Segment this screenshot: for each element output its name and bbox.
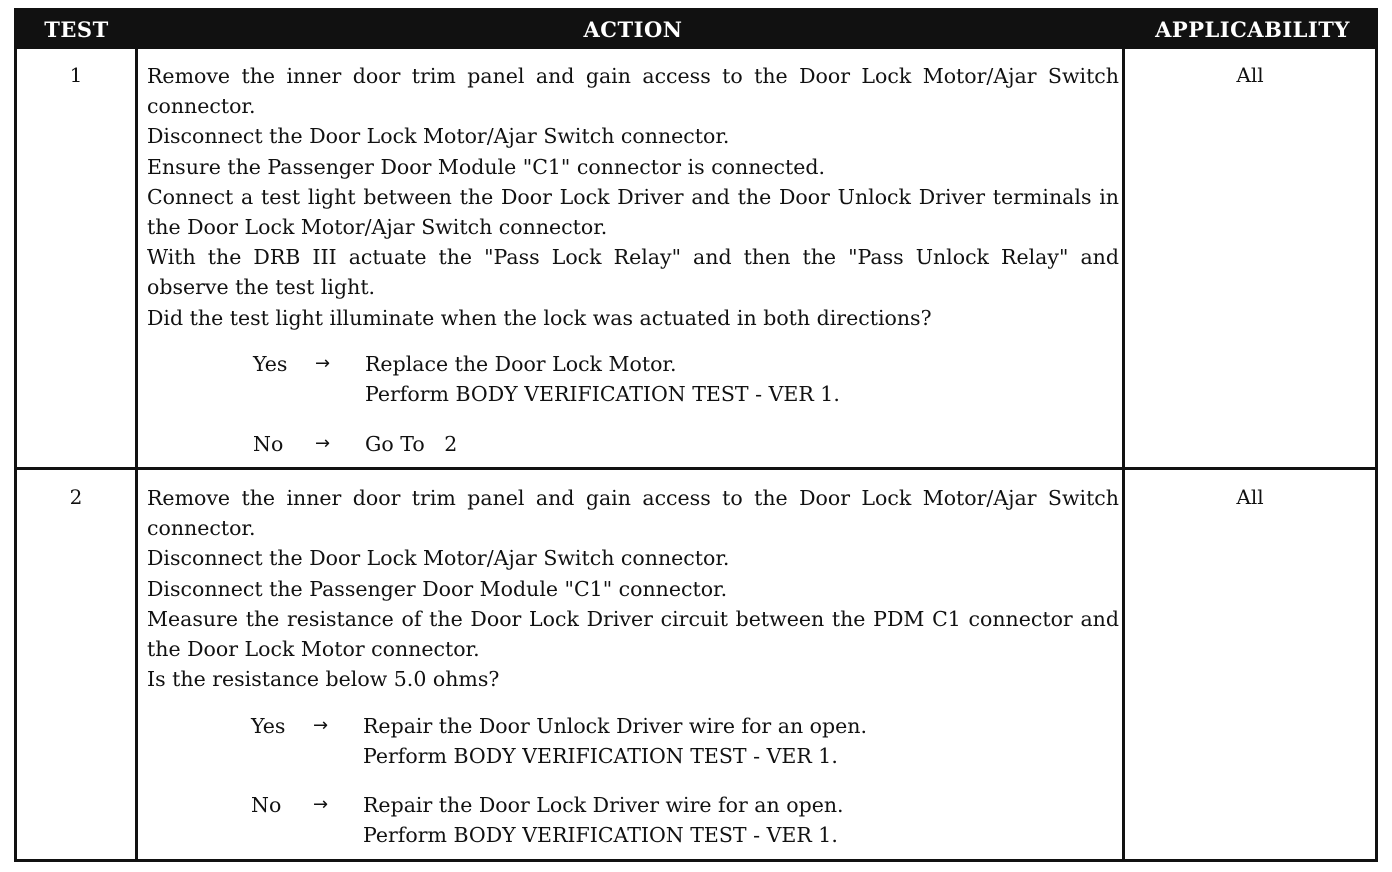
header-action: ACTION	[583, 17, 683, 42]
arrow-right-icon: →	[315, 353, 331, 374]
action-line: Disconnect the Door Lock Motor/Ajar Switch connector.	[147, 546, 730, 571]
header-applicability: APPLICABILITY	[1155, 17, 1350, 42]
action-line: Remove the inner door trim panel and gain access to the Door Lock Motor/Ajar Switch connector.	[147, 64, 1119, 119]
arrow-right-icon: →	[313, 715, 329, 736]
arrow-right-icon: →	[315, 433, 331, 454]
diagnostic-table	[14, 8, 1378, 862]
response-line: Repair the Door Lock Driver wire for an open.	[363, 793, 844, 817]
response-label: No	[251, 793, 282, 817]
action-line: With the DRB III actuate the "Pass Lock Relay" and then the "Pass Unlock Relay" and observe the test light.	[147, 245, 1119, 300]
column-divider	[135, 11, 138, 859]
action-line: Did the test light illuminate when the lock was actuated in both directions?	[147, 305, 932, 330]
response-line: Perform BODY VERIFICATION TEST - VER 1.	[363, 744, 838, 768]
action-line: Disconnect the Passenger Door Module "C1" connector.	[147, 576, 728, 601]
action-line: Measure the resistance of the Door Lock Driver circuit between the PDM C1 connector and the Door Lock Motor connector.	[147, 606, 1119, 662]
response-line: Perform BODY VERIFICATION TEST - VER 1.	[363, 823, 838, 847]
row-divider	[17, 467, 1375, 470]
response-label: Yes	[251, 714, 286, 738]
action-line: Remove the inner door trim panel and gain access to the Door Lock Motor/Ajar Switch connector.	[147, 486, 1119, 541]
action-steps	[147, 483, 1119, 694]
action-steps	[147, 61, 1119, 333]
response-line: Go To 2	[365, 432, 458, 456]
column-divider	[1122, 11, 1125, 859]
response-line: Perform BODY VERIFICATION TEST - VER 1.	[365, 382, 840, 406]
response-label: No	[253, 432, 284, 456]
action-line: Ensure the Passenger Door Module "C1" connector is connected.	[147, 154, 826, 179]
table-header	[17, 11, 1375, 49]
response-line: Replace the Door Lock Motor.	[365, 352, 677, 376]
response-line: Repair the Door Unlock Driver wire for an open.	[363, 714, 867, 738]
applicability-value: All	[1236, 485, 1264, 509]
header-test: TEST	[44, 17, 109, 42]
action-line: Disconnect the Door Lock Motor/Ajar Switch connector.	[147, 124, 730, 149]
test-number: 2	[69, 485, 83, 509]
test-number: 1	[69, 63, 83, 87]
action-line: Connect a test light between the Door Lock Driver and the Door Unlock Driver terminals in the Door Lock Motor/Ajar Switch connector.	[147, 184, 1119, 240]
applicability-value: All	[1236, 63, 1264, 87]
response-label: Yes	[253, 352, 288, 376]
arrow-right-icon: →	[313, 794, 329, 815]
action-line: Is the resistance below 5.0 ohms?	[147, 667, 500, 692]
